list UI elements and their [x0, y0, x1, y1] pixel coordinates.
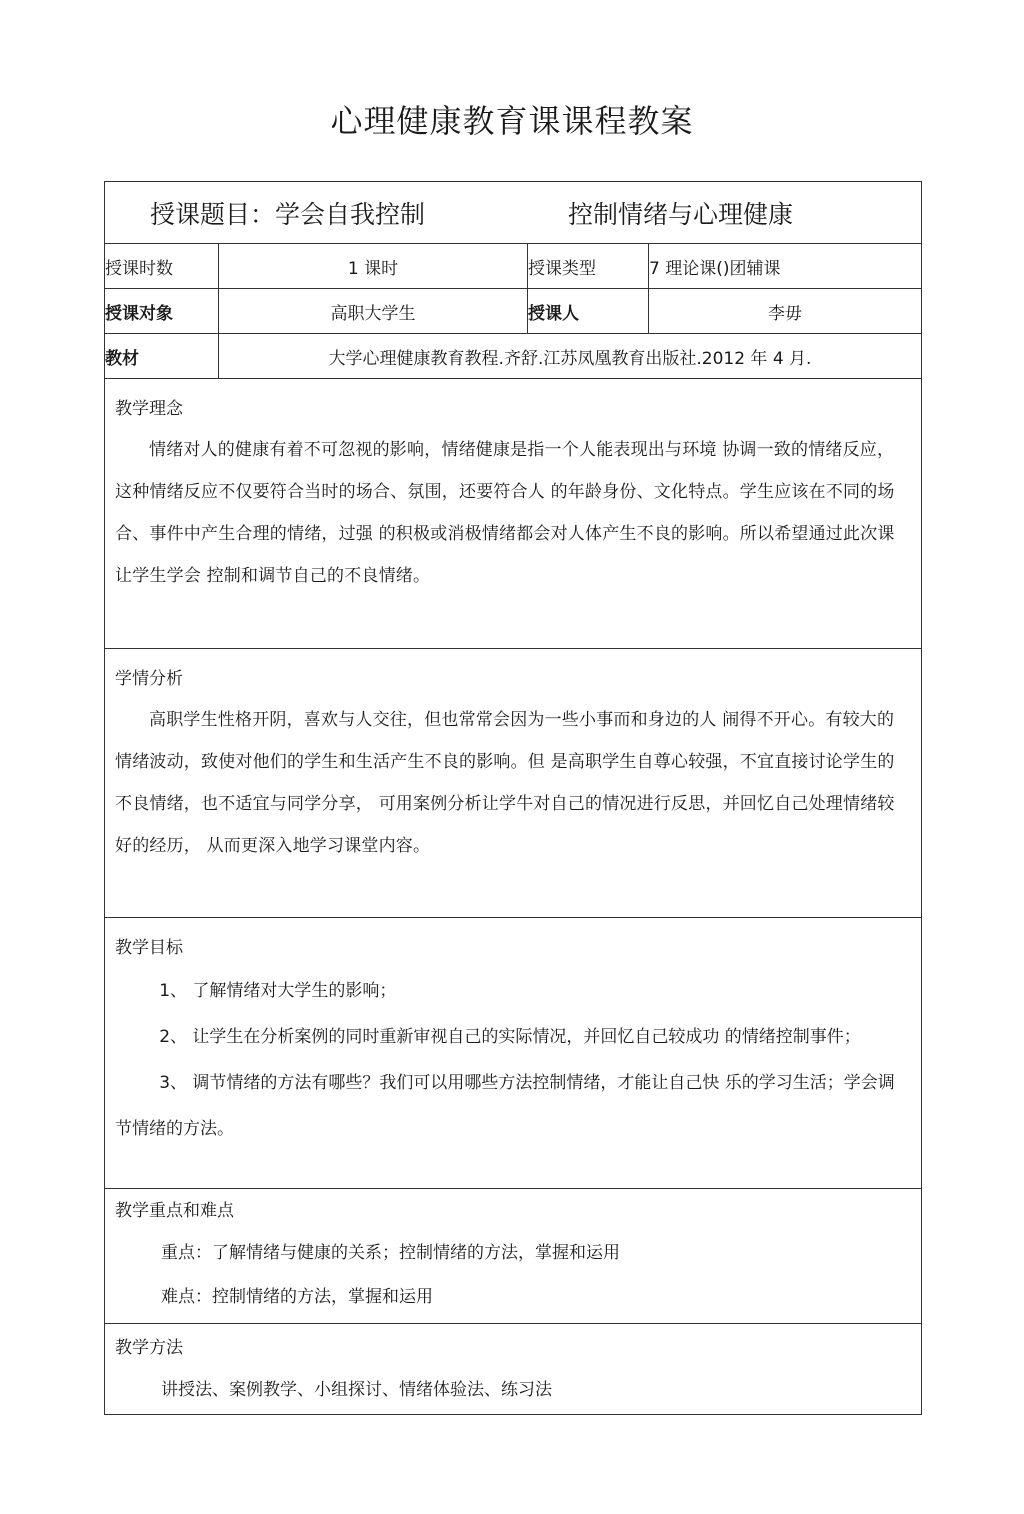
- textbook-value: 大学心理健康教育教程.齐舒.江苏凤凰教育出版社.2012 年 4 月.: [219, 334, 922, 379]
- audience-teacher-row: [105, 289, 922, 334]
- hours-value: 1 课时: [219, 244, 528, 289]
- methods-row: [105, 1324, 922, 1415]
- key-points-heading: 教学重点和难点: [115, 1201, 234, 1221]
- methods-body: 讲授法、案例教学、小组探讨、情绪体验法、练习法: [161, 1380, 552, 1400]
- analysis-body: 高职学生性格开阴，喜欢与人交往，但也常常会因为一些小事而和身边的人 闹得不开心。有较大的情绪波动，致使对他们的学生和生活产生不良的影响。但 是高职学生自尊心较强，不宜直接讨论学生的不良情绪，也不适宜与同学分享， 可用案例分析让学牛对自己的情况进行反思，并回忆自己处理情绪较好的经历， 从而更深入地学习课堂内容。: [115, 710, 895, 856]
- textbook-row: [105, 334, 922, 379]
- objective-item: 3、 调节情绪的方法有哪些？我们可以用哪些方法控制情绪，才能让自己快 乐的学习生活；学会调节情绪的方法。: [115, 1073, 895, 1139]
- objective-item: 1、 了解情绪对大学生的影响；: [159, 981, 397, 1001]
- objectives-row: [105, 918, 922, 1189]
- audience-value: 高职大学生: [219, 289, 528, 334]
- type-value: 7 理论课()团辅课: [649, 244, 922, 289]
- hours-label: 授课时数: [105, 244, 219, 289]
- lesson-subtitle: 控制情绪与心理健康: [568, 199, 794, 229]
- philosophy-row: [105, 379, 922, 649]
- teacher-value: 李毋: [649, 289, 922, 334]
- methods-heading: 教学方法: [115, 1338, 183, 1358]
- document-title: 心理健康教育课课程教案: [330, 102, 694, 140]
- philosophy-heading: 教学理念: [115, 399, 183, 419]
- subject-row: [105, 182, 922, 244]
- objective-item: 2、 让学生在分析案例的同时重新审视自己的实际情况，并回忆自己较成功 的情绪控制事件；: [159, 1027, 861, 1047]
- objectives-heading: 教学目标: [115, 938, 183, 958]
- philosophy-body: 情绪对人的健康有着不可忽视的影响，情绪健康是指一个人能表现出与环境 协调一致的情绪反应，这种情绪反应不仅要符合当时的场合、氛围，还要符合人 的年龄身份、文化特点。学生应该在不同的场合、事件中产生合理的情绪，过强 的积极或消极情绪都会对人体产生不良的影响。所以希望通过此次课让学生学会 控制和调节自己的不良情绪。: [115, 440, 895, 586]
- audience-label: 授课对象: [105, 289, 219, 334]
- lesson-plan-table: [104, 181, 922, 1415]
- difficulty-point: 难点：控制情绪的方法，掌握和运用: [161, 1287, 433, 1307]
- key-points-row: [105, 1189, 922, 1324]
- focus-point: 重点：了解情绪与健康的关系；控制情绪的方法，掌握和运用: [161, 1243, 620, 1263]
- hours-type-row: [105, 244, 922, 289]
- analysis-row: [105, 649, 922, 918]
- analysis-heading: 学情分析: [115, 669, 183, 689]
- teacher-label: 授课人: [528, 289, 649, 334]
- lesson-topic: 授课题目：学会自我控制: [150, 199, 426, 229]
- type-label: 授课类型: [528, 244, 649, 289]
- textbook-label: 教材: [105, 334, 219, 379]
